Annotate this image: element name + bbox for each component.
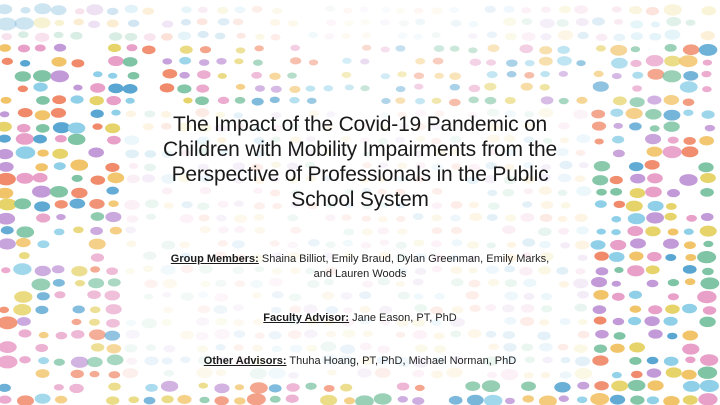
other-advisors-line [60, 354, 660, 369]
group-members-line [60, 252, 660, 267]
title-line-4: School System [291, 188, 429, 211]
group-members-names-2: and Lauren Woods [313, 268, 407, 280]
group-members-line-2 [60, 267, 660, 282]
title-line-3: Perspective of Professionals in the Public [171, 163, 549, 186]
slide-title [110, 112, 610, 212]
faculty-advisor-label: Faculty Advisor: [263, 312, 350, 324]
other-advisors-names: Thuha Hoang, PT, PhD, Michael Norman, PhD [289, 355, 517, 367]
title-line-2: Children with Mobility Impairments from the [162, 138, 558, 161]
faculty-advisor-line [60, 311, 660, 326]
title-line-1: The Impact of the Covid-19 Pandemic on [172, 113, 548, 136]
group-members-names: Shaina Billiot, Emily Braud, Dylan Greenman, Emily Marks, [261, 253, 550, 265]
faculty-advisor-name: Jane Eason, PT, PhD [352, 312, 457, 324]
group-members-label: Group Members: [170, 253, 259, 265]
other-advisors-label: Other Advisors: [203, 355, 287, 367]
